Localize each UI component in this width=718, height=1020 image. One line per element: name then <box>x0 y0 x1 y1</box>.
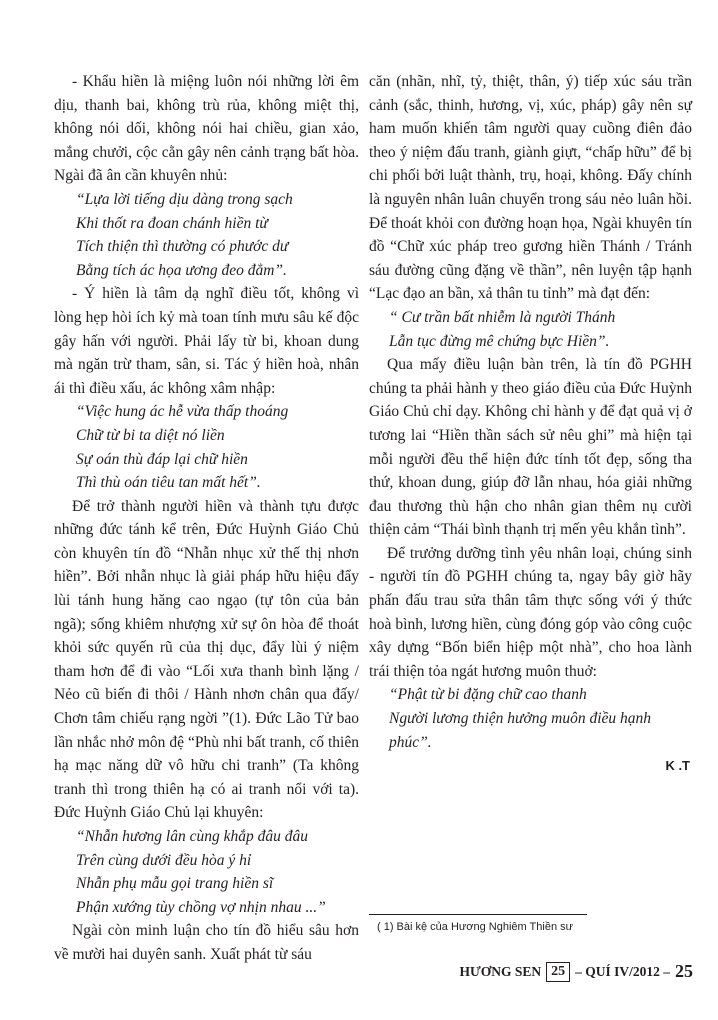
page-number: 25 <box>675 961 693 981</box>
verse-line: Trên cùng dưới đều hòa ý hỉ <box>76 851 252 869</box>
paragraph-nhan-nhuc: Để trở thành người hiền và thành tựu được những đức tánh kể trên, Đức Huỳnh Giáo Chủ còn khuyên tín đồ “Nhẫn nhục xử thế thị nhơn hiền”. Bởi nhẫn nhục là giải pháp hữu hiệu đẩy lùi tánh hung hăng cao ngạo (tự tôn của bản ngã); sống khiêm nhượng xử sự ôn hòa để thoát khỏi sức quyến rũ của thị dục, đẩy lùi ý niệm tham hơn để đi vào “Lối xưa thanh bình lặng / Nẻo cũ biến đi thôi / Hành nhơn chân qua đấy/ Chơn tâm chiếu rạng ngời ”(1). Đức Lão Tử bao lần nhắc nhở môn đệ “Phù nhi bất tranh, cố thiên hạ mạc năng dữ vô hữu chi tranh” (Ta không tranh thì trong thiên hạ có ai tranh nổi với ta). Đức Huỳnh Giáo Chủ lại khuyên: <box>54 497 359 822</box>
verse-line: Lẫn tục đừng mê chứng bực Hiền”. <box>389 332 610 350</box>
author-signature: K .T <box>665 758 690 774</box>
verse-line: Người lương thiện hưởng muôn điều hạnh phúc”. <box>389 710 652 751</box>
paragraph-y-hien: - Ý hiền là tâm dạ nghĩ điều tốt, không vì lòng hẹp hòi ích kỷ mà toan tính mưu sâu kế độc gây hấn với người. Phải lấy từ bi, khoan dung mà ngăn trừ tham, sân, si. Tác ý hiền hoà, nhân ái thì điều xấu, ác không xâm nhập: <box>54 285 359 397</box>
page-footer <box>459 961 693 982</box>
verse-line: “Việc hung ác hễ vừa thấp thoáng <box>76 403 289 421</box>
verse-line: Phận xướng tùy chồng vợ nhịn nhau ...” <box>76 898 326 916</box>
left-column <box>54 70 359 967</box>
footnote-divider <box>369 914 587 915</box>
paragraph-truong-duong: Để trưởng dưỡng tình yêu nhân loại, chúng sinh - người tín đồ PGHH chúng ta, ngay bây giờ hãy phấn đấu trau sửa thân tâm thực sống với ý thức hoà bình, lương hiền, cùng đóng góp vào công cuộc xây dựng “Bốn biển hiệp một nhà”, cho hoa lành trái thiện tỏa ngát hương muôn thuở: <box>369 544 692 680</box>
verse-line: “Lựa lời tiếng dịu dàng trong sạch <box>76 190 293 208</box>
verse-line: Tích thiện thì thường có phước dư <box>76 238 289 256</box>
right-column <box>369 70 692 778</box>
paragraph-sau-can: căn (nhãn, nhĩ, tỷ, thiệt, thân, ý) tiếp xúc sáu trần cảnh (sắc, thinh, hương, vị, xúc, pháp) gây nên sự ham muốn khiến tâm người quay cuồng điên đảo theo ý niệm đấu tranh, giành giựt, “chấp hữu” để bị chi phối bởi luật thành, trụ, hoại, không. Đấy chính là nguyên nhân luân chuyển trong sáu nẻo luân hồi. Để thoát khỏi con đường hoạn họa, Ngài khuyên tín đồ “Chữ xúc pháp treo gương hiền Thánh / Tránh sáu đường cũng đặng về thần”, nên luyện tập hạnh “Lạc đạo an bần, xả thân tu tỉnh” mà đạt đến: <box>369 73 692 303</box>
magazine-title: HƯƠNG SEN <box>459 963 542 979</box>
verse-line: “Nhẫn hương lân cùng khắp đâu đâu <box>76 828 309 845</box>
paragraph-luan-ban: Qua mấy điều luận bàn trên, là tín đồ PGHH chúng ta phải hành y theo giáo điều của Đức Huỳnh Giáo Chủ chỉ dạy. Không chỉ hành y để đạt quả vị ở tương lai “Hiền thần sách sử nêu ghi” mà hiện tại mỗi người đều thể hiện đức tính tốt đẹp, sống tha thứ, khoan dung, giúp đỡ lẫn nhau, hóa giải những đau thương thù hận cho nhân gian thêm nụ cười thiện cảm “Thái bình thạnh trị mến yêu khắn tình”. <box>369 356 692 539</box>
footnote: ( 1) Bài kệ của Hương Nghiêm Thiền sư <box>377 921 573 933</box>
page-number-box: 25 <box>546 962 570 982</box>
verse-line: “ Cư trần bất nhiễm là người Thánh <box>389 308 616 326</box>
issue-label: – QUÍ IV/2012 – <box>575 963 670 979</box>
paragraph-khau-hien: - Khẩu hiền là miệng luôn nói những lời êm dịu, thanh bai, không trù rủa, không miệt thị, không nói dối, không nói hai chiều, gian xảo, mắng chưởi, cộc cằn gây nên cảnh trạng bất hòa. Ngài đã ân cần khuyên nhủ: <box>54 73 359 185</box>
verse-line: “Phật từ bi đặng chữ cao thanh <box>389 686 587 704</box>
verse-line: Chữ từ bi ta diệt nó liền <box>76 426 225 444</box>
verse-line: Thì thù oán tiêu tan mất hết”. <box>76 474 261 492</box>
paragraph-muoi-hai-duyen: Ngài còn minh luận cho tín đồ hiểu sâu hơn về mười hai duyên sanh. Xuất phát từ sáu <box>54 922 359 963</box>
verse-line: Khi thốt ra đoan chánh hiền từ <box>76 214 268 232</box>
verse-line: Sự oán thù đáp lại chữ hiền <box>76 450 248 468</box>
verse-line: Nhẫn phụ mẫu gọi trang hiền sĩ <box>76 875 274 893</box>
verse-line: Bằng tích ác họa ương đeo đẳm”. <box>76 261 287 279</box>
